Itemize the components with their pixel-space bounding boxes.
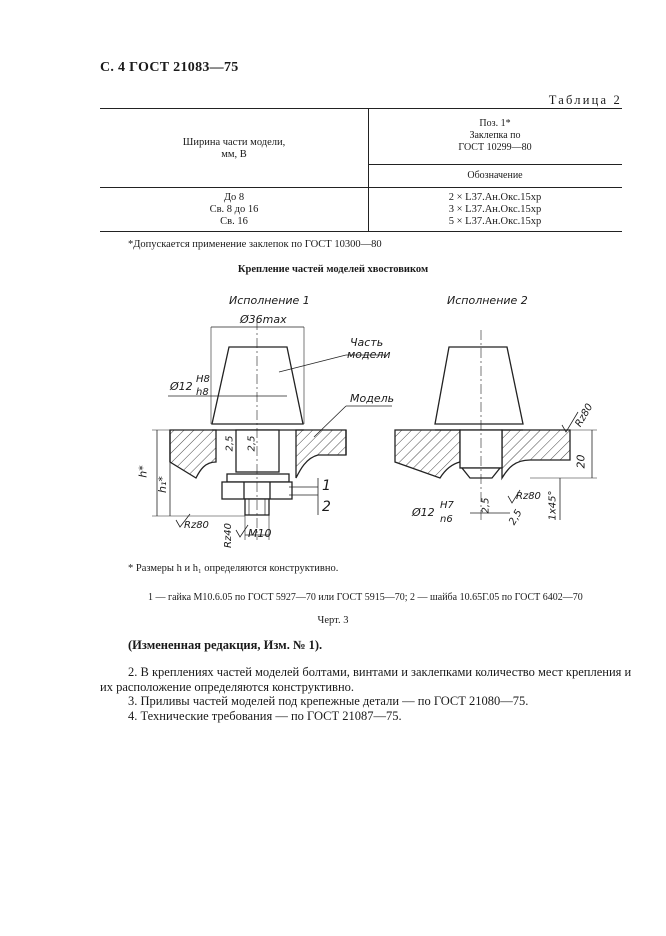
table-row: Св. 16 <box>220 216 248 227</box>
position-1: 1 <box>322 478 331 494</box>
table-row: До 8 <box>223 192 245 203</box>
fit-n6-bottom: n6 <box>440 514 453 525</box>
dimension-h1: h₁* <box>155 476 169 493</box>
dimension-diameter-36: Ø36max <box>240 313 287 326</box>
page-header: С. 4 ГОСТ 21083—75 <box>100 60 239 75</box>
sizes-footnote: * Размеры h и h₁ определяются конструктивно. <box>128 563 339 574</box>
dimension-2-5-a: 2,5 <box>224 435 236 452</box>
table-row: 2 × L37.Ан.Окс.15хр <box>448 192 542 203</box>
variant2-label: Исполнение 2 <box>447 294 528 307</box>
fit-h8-top: H8 <box>196 374 210 385</box>
parts-legend: 1 — гайка М10.6.05 по ГОСТ 5927—70 или ГОСТ 5915—70; 2 — шайба 10.65Г.05 по ГОСТ 6402—70 <box>148 592 583 603</box>
revision-note: (Измененная редакция, Изм. № 1). <box>128 638 323 652</box>
fit-h8-bottom: h8 <box>196 387 209 398</box>
roughness-rz80-b: Rz80 <box>573 401 596 430</box>
roughness-rz40: Rz40 <box>222 523 234 548</box>
thread-m10: M10 <box>248 527 272 540</box>
dimension-2-5-b: 2,5 <box>246 435 258 452</box>
roughness-rz80-a: Rz80 <box>184 520 209 531</box>
dimension-diameter-12-v2: Ø12 <box>412 506 435 519</box>
dimension-2-5-c: 2,5 <box>480 497 492 514</box>
paragraph-2-line1: 2. В креплениях частей моделей болтами, винтами и заклепками количество мест крепления и <box>128 665 632 679</box>
table-footnote: *Допускается применение заклепок по ГОСТ 10300—80 <box>128 239 382 250</box>
variant1-label: Исполнение 1 <box>229 294 310 307</box>
col2-header: Поз. 1* Заклепка по ГОСТ 10299—80 <box>458 118 532 153</box>
dimension-2-5-d: 2,5 <box>507 507 525 528</box>
table-row: 3 × L37.Ан.Окс.15хр <box>448 204 542 215</box>
table-row: 5 × L37.Ан.Окс.15хр <box>448 216 542 227</box>
dimension-chamfer: 1x45° <box>547 490 559 521</box>
label-part-line2: модели <box>347 348 391 361</box>
table-row: Св. 8 до 16 <box>209 204 259 215</box>
table-caption: Таблица 2 <box>548 93 622 107</box>
section-title: Крепление частей моделей хвостовиком <box>237 264 429 275</box>
paragraph-4: 4. Технические требования — по ГОСТ 21087—75. <box>128 709 402 723</box>
paragraph-2-line2: их расположение определяются конструктивно. <box>100 680 355 694</box>
dimension-diameter-12: Ø12 <box>170 380 193 393</box>
label-model: Модель <box>350 392 395 405</box>
dimension-h: h* <box>136 465 150 478</box>
roughness-rz80-c: Rz80 <box>516 491 541 502</box>
col2-subheader: Обозначение <box>467 170 523 181</box>
label-part-line1: Часть <box>350 336 384 349</box>
fit-h7-top: H7 <box>440 500 454 511</box>
figure-caption: Черт. 3 <box>317 615 349 626</box>
dimension-20: 20 <box>574 454 588 469</box>
paragraph-3: 3. Приливы частей моделей под крепежные детали — по ГОСТ 21080—75. <box>128 694 529 708</box>
variant2-drawing <box>395 330 597 520</box>
col1-header: Ширина части модели, мм, B <box>182 137 286 160</box>
position-2: 2 <box>322 499 331 515</box>
